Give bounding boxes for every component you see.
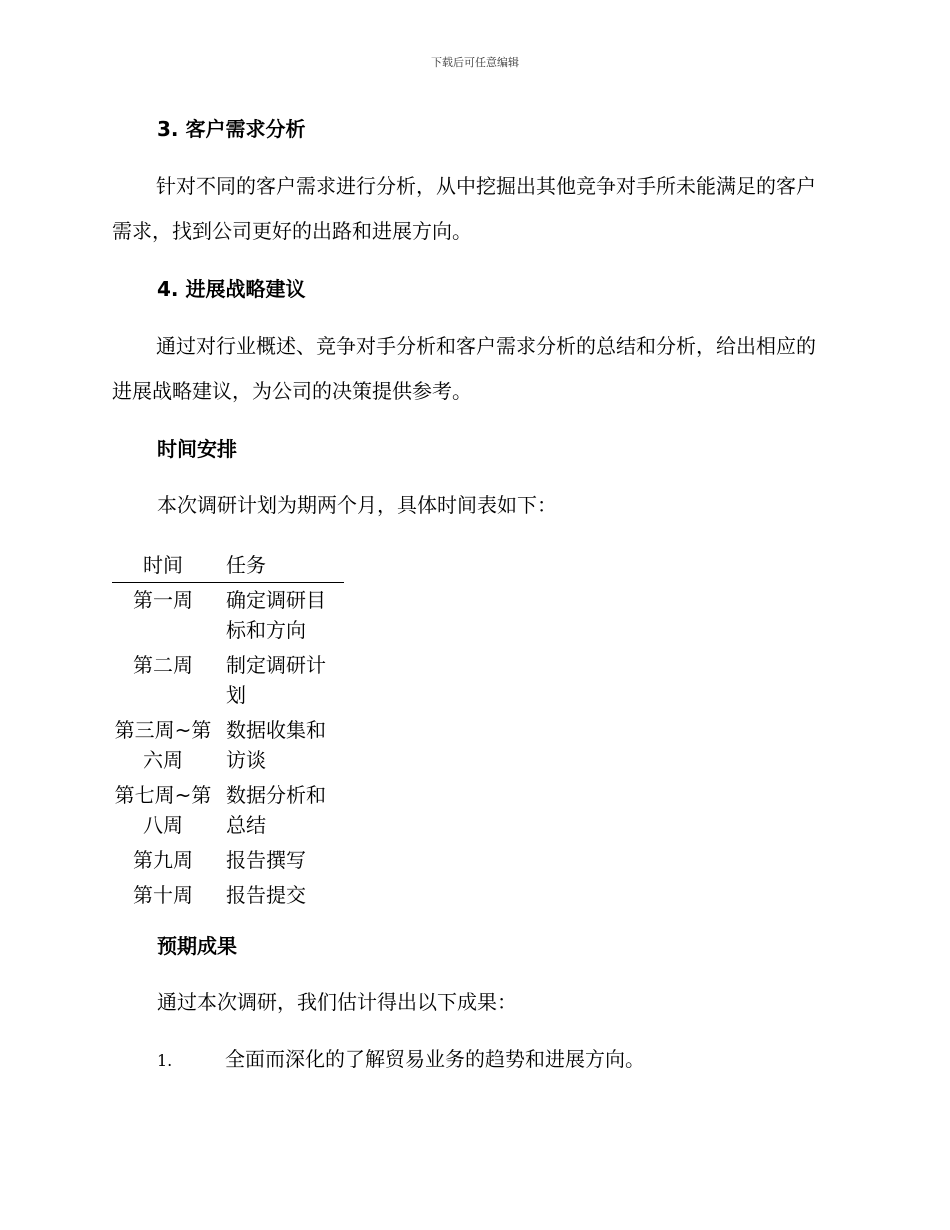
section-body-customer-needs: 针对不同的客户需求进行分析，从中挖掘出其他竞争对手所未能满足的客户需求，找到公司更好的出路和进展方向。	[112, 174, 816, 243]
cell-task: 数据分析和总结	[226, 783, 326, 837]
outcomes-intro: 通过本次调研，我们估计得出以下成果：	[157, 990, 517, 1014]
cell-time: 第九周	[133, 848, 193, 872]
list-item	[157, 1044, 645, 1076]
cell-time: 第十周	[133, 883, 193, 907]
cell-task: 制定调研计划	[226, 653, 326, 707]
table-row	[112, 878, 344, 913]
section-heading-strategy: 4. 进展战略建议	[157, 277, 306, 301]
section-heading-customer-needs: 3. 客户需求分析	[157, 117, 306, 141]
schedule-table	[112, 550, 344, 913]
cell-time: 第三周~第六周	[114, 718, 212, 772]
table-row	[112, 583, 344, 649]
cell-task: 报告提交	[226, 883, 306, 907]
page-header-note: 下载后可任意编辑	[431, 56, 519, 69]
cell-time: 第七周~第八周	[114, 783, 212, 837]
cell-time: 第二周	[133, 653, 193, 677]
list-item-text: 全面而深化的了解贸易业务的趋势和进展方向。	[225, 1047, 645, 1071]
table-row	[112, 713, 344, 778]
section-heading-outcomes: 预期成果	[157, 934, 237, 958]
cell-task: 确定调研目标和方向	[226, 588, 326, 642]
table-row	[112, 843, 344, 878]
cell-task: 数据收集和访谈	[226, 718, 326, 772]
column-header-time: 时间	[112, 550, 214, 583]
column-header-task: 任务	[214, 550, 344, 583]
section-heading-schedule: 时间安排	[157, 437, 237, 461]
cell-task: 报告撰写	[226, 848, 306, 872]
schedule-intro: 本次调研计划为期两个月，具体时间表如下：	[157, 493, 557, 517]
cell-time: 第一周	[133, 588, 193, 612]
list-item-number: 1.	[157, 1051, 173, 1070]
table-header-row	[112, 550, 344, 583]
section-body-strategy: 通过对行业概述、竞争对手分析和客户需求分析的总结和分析，给出相应的进展战略建议，为公司的决策提供参考。	[112, 334, 816, 403]
table-row	[112, 648, 344, 713]
table-row	[112, 778, 344, 843]
